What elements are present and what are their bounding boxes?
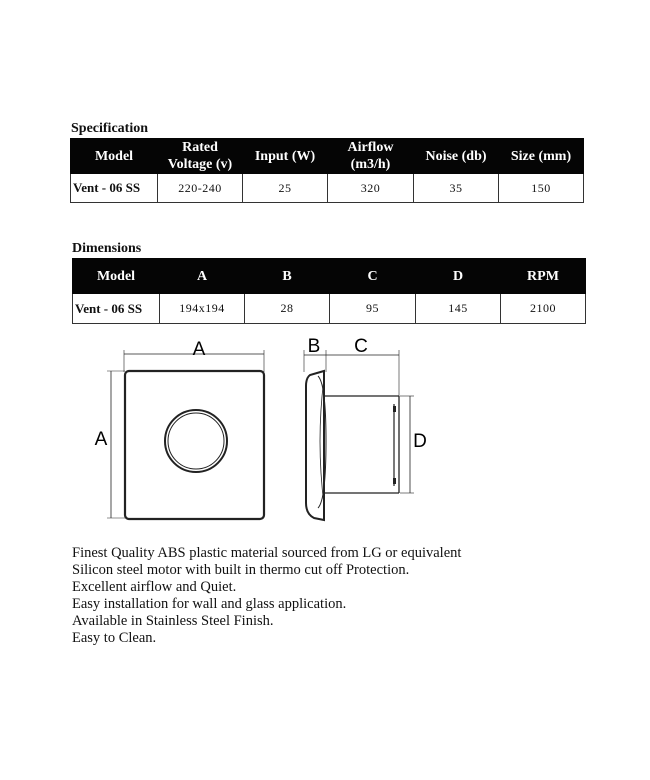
- dimensions-table: [72, 258, 586, 324]
- spec-header-voltage: Rated Voltage (v): [158, 139, 243, 174]
- dim-header-c: C: [330, 259, 416, 294]
- spec-header-model: Model: [71, 139, 158, 174]
- table-row: [71, 174, 584, 203]
- spec-header-size: Size (mm): [499, 139, 584, 174]
- dim-header-d: D: [416, 259, 501, 294]
- dim-cell-a: 194x194: [160, 294, 245, 324]
- list-item: Excellent airflow and Quiet.: [72, 579, 237, 595]
- label-b: B: [307, 336, 321, 357]
- list-item: Silicon steel motor with built in thermo cut off Protection.: [72, 562, 410, 578]
- dim-cell-rpm: 2100: [501, 294, 586, 324]
- list-item: Available in Stainless Steel Finish.: [72, 613, 274, 629]
- dim-header-a: A: [160, 259, 245, 294]
- spec-header-airflow: Airflow (m3/h): [328, 139, 414, 174]
- side-view: [304, 350, 414, 520]
- dim-header-model: Model: [73, 259, 160, 294]
- spec-header-input: Input (W): [243, 139, 328, 174]
- dim-header-b: B: [245, 259, 330, 294]
- dim-cell-c: 95: [330, 294, 416, 324]
- spec-cell-voltage: 220-240: [158, 174, 243, 203]
- list-item: Easy installation for wall and glass application.: [72, 596, 347, 612]
- dimension-diagram: [0, 330, 650, 530]
- spec-cell-model: Vent - 06 SS: [71, 174, 158, 203]
- dim-cell-model: Vent - 06 SS: [73, 294, 160, 324]
- label-a-top: A: [192, 339, 206, 360]
- dimensions-header-row: [73, 259, 586, 294]
- dimensions-title: Dimensions: [72, 241, 142, 256]
- label-a-side: A: [94, 429, 108, 450]
- dim-cell-b: 28: [245, 294, 330, 324]
- label-d: D: [413, 431, 427, 452]
- table-row: [73, 294, 586, 324]
- spec-cell-airflow: 320: [328, 174, 414, 203]
- front-view: [107, 350, 264, 519]
- feature-list: [72, 545, 461, 647]
- specification-table: [70, 138, 584, 203]
- list-item: Finest Quality ABS plastic material sourced from LG or equivalent: [72, 545, 462, 561]
- spec-cell-size: 150: [499, 174, 584, 203]
- dim-cell-d: 145: [416, 294, 501, 324]
- spec-cell-noise: 35: [414, 174, 499, 203]
- specification-header-row: [71, 139, 584, 174]
- label-c: C: [354, 336, 368, 357]
- spec-cell-input: 25: [243, 174, 328, 203]
- front-panel-outline: [125, 371, 264, 519]
- list-item: Easy to Clean.: [72, 630, 157, 646]
- dim-header-rpm: RPM: [501, 259, 586, 294]
- specification-title: Specification: [71, 121, 148, 136]
- spec-header-noise: Noise (db): [414, 139, 499, 174]
